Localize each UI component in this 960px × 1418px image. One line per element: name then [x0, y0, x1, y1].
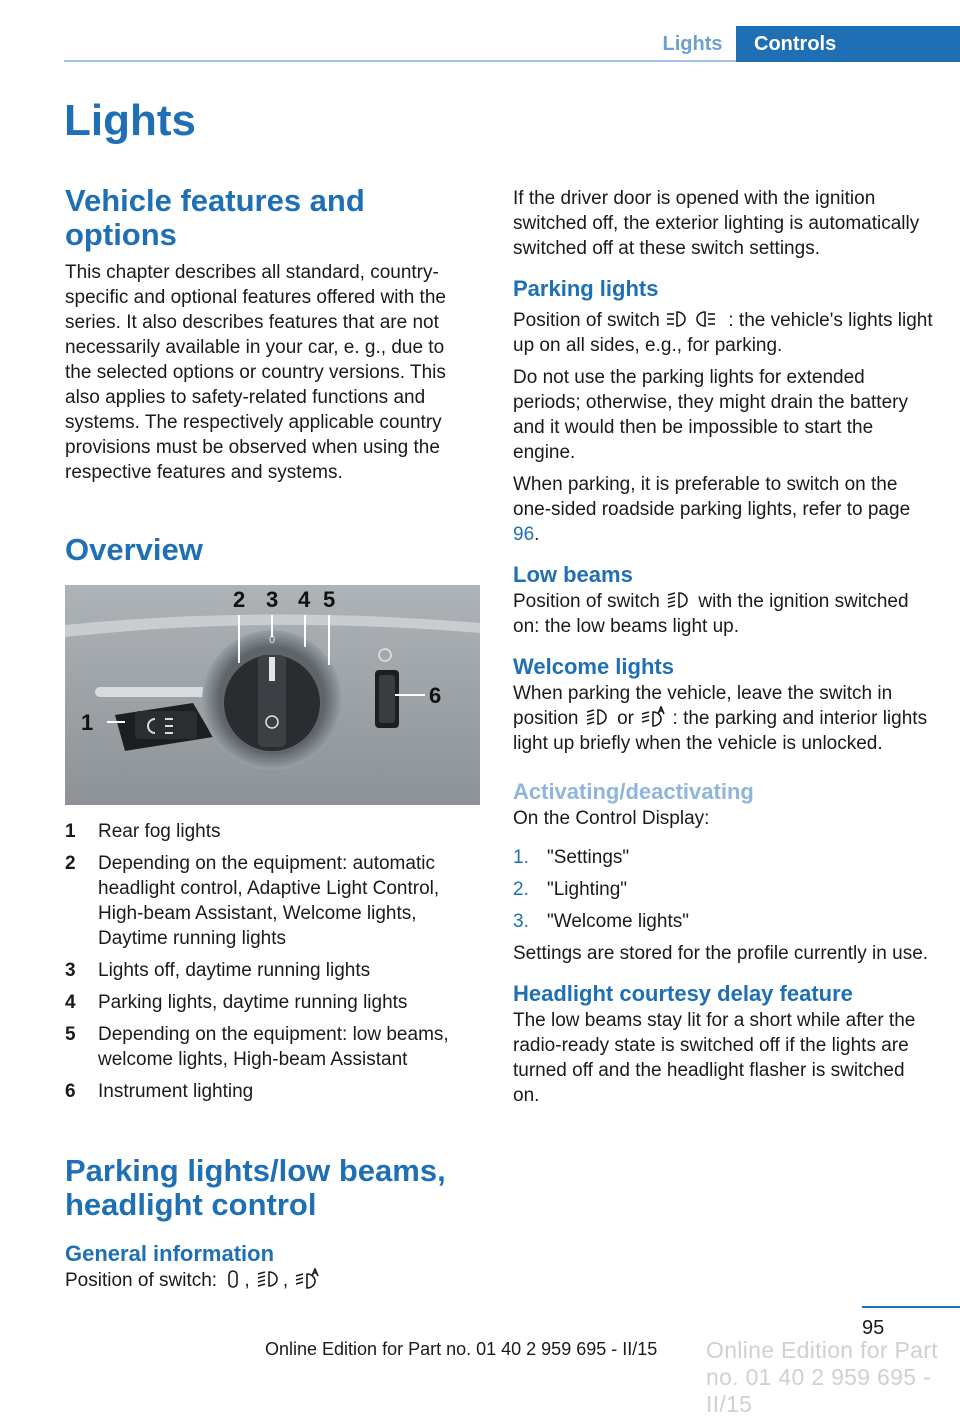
figure-legend: [65, 819, 475, 1104]
paragraph-driver-door: If the driver door is opened with the ignition switched off, the exterior lighting is automatically switched off at these switch settings.: [513, 188, 920, 259]
automatic-headlight-icon: [639, 706, 667, 728]
light-switch-figure: [65, 585, 480, 805]
paragraph-parking-lights-2: Do not use the parking lights for extended periods; otherwise, they might drain the battery and it would then be impossible to start the engine.: [513, 367, 908, 463]
low-beam-icon: [665, 589, 693, 611]
heading-courtesy-delay: Headlight courtesy delay feature: [513, 981, 853, 1006]
heading-vehicle-features: Vehicle features and options: [65, 183, 365, 252]
figure-label-5: 5: [323, 587, 336, 612]
light-switch-illustration: [65, 585, 480, 805]
legend-item: 3 Lights off, daytime running lights: [65, 960, 371, 981]
heading-welcome-lights: Welcome lights: [513, 654, 674, 679]
paragraph-switch-positions: Position of switch: , ,: [65, 1268, 475, 1293]
heading-parking-lights: Parking lights: [513, 276, 659, 301]
list-item: 3. "Welcome lights": [513, 911, 689, 932]
heading-low-beams: Low beams: [513, 562, 633, 587]
parking-lights-icon: [665, 308, 723, 330]
right-column: [513, 186, 933, 1108]
heading-overview: Overview: [65, 532, 203, 567]
paragraph-parking-lights-1: Position of switch : the vehicle's lights light up on all sides, e.g., for parking.: [513, 310, 933, 356]
low-beam-icon: [584, 706, 612, 728]
heading-activating-deactivating: Activating/deactivating: [513, 779, 754, 804]
left-column: [65, 184, 475, 1293]
paragraph-low-beams: Position of switch with the ignition switched on: the low beams light up.: [513, 591, 909, 637]
list-item: 1. "Settings": [513, 847, 630, 868]
figure-label-1: 1: [81, 710, 94, 735]
legend-item: 4 Parking lights, daytime running lights: [65, 992, 408, 1013]
page-title: Lights: [64, 96, 196, 145]
legend-item: 1 Rear fog lights: [65, 821, 221, 842]
footer-rule: [862, 1306, 960, 1308]
legend-item: 6 Instrument lighting: [65, 1081, 254, 1102]
figure-label-4: 4: [298, 587, 311, 612]
paragraph-parking-lights-3: When parking, it is preferable to switch on the one-sided roadside parking lights, refer to page 96.: [513, 474, 911, 545]
paragraph-control-display: On the Control Display:: [513, 808, 710, 829]
header-section: Lights: [662, 33, 723, 55]
paragraph-settings-stored: Settings are stored for the profile currently in use.: [513, 943, 929, 964]
paragraph-features: This chapter describes all standard, country-specific and optional features offered with the series. It also describes features that are not necessarily available in your car, e. g., due to the selected options or country versions. This also applies to safety-related functions and systems. The respectively applicable country provisions must be observed when using the respective features and systems.: [65, 262, 446, 483]
page-number: 95: [862, 1317, 885, 1339]
paragraph-courtesy-delay: The low beams stay lit for a short while after the radio-ready state is switched off if the lights are turned off and the headlight flasher is switched on.: [513, 1010, 916, 1106]
figure-label-2: 2: [233, 587, 246, 612]
figure-label-6: 6: [429, 683, 442, 708]
lights-off-icon: [222, 1268, 244, 1290]
figure-label-3: 3: [266, 587, 279, 612]
svg-text:0: 0: [268, 634, 276, 646]
heading-general-information: General information: [65, 1241, 275, 1266]
low-beam-icon: [255, 1268, 283, 1290]
list-item: 2. "Lighting": [513, 879, 628, 900]
legend-item: 5 Depending on the equipment: low beams, welcome lights, High-beam Assistant: [65, 1024, 449, 1070]
automatic-headlight-icon: [293, 1268, 321, 1290]
edition-footer: Online Edition for Part no. 01 40 2 959 695 - II/15: [265, 1339, 658, 1359]
watermark: Online Edition for Part no. 01 40 2 959 695 - II/15: [706, 1337, 938, 1417]
legend-item: 2 Depending on the equipment: automatic headlight control, Adaptive Light Control, High-beam Assistant, Welcome lights, Daytime running lights: [65, 853, 440, 949]
heading-parking-low-beams: Parking lights/low beams, headlight control: [65, 1153, 446, 1222]
paragraph-welcome-lights: When parking the vehicle, leave the switch in position or : the parking and interior lights light up briefly when the vehicle is unlocked.: [513, 683, 928, 754]
steps-list: [513, 845, 933, 934]
page-reference-link[interactable]: 96: [513, 524, 535, 545]
header-chapter-tab: Controls: [736, 26, 960, 62]
